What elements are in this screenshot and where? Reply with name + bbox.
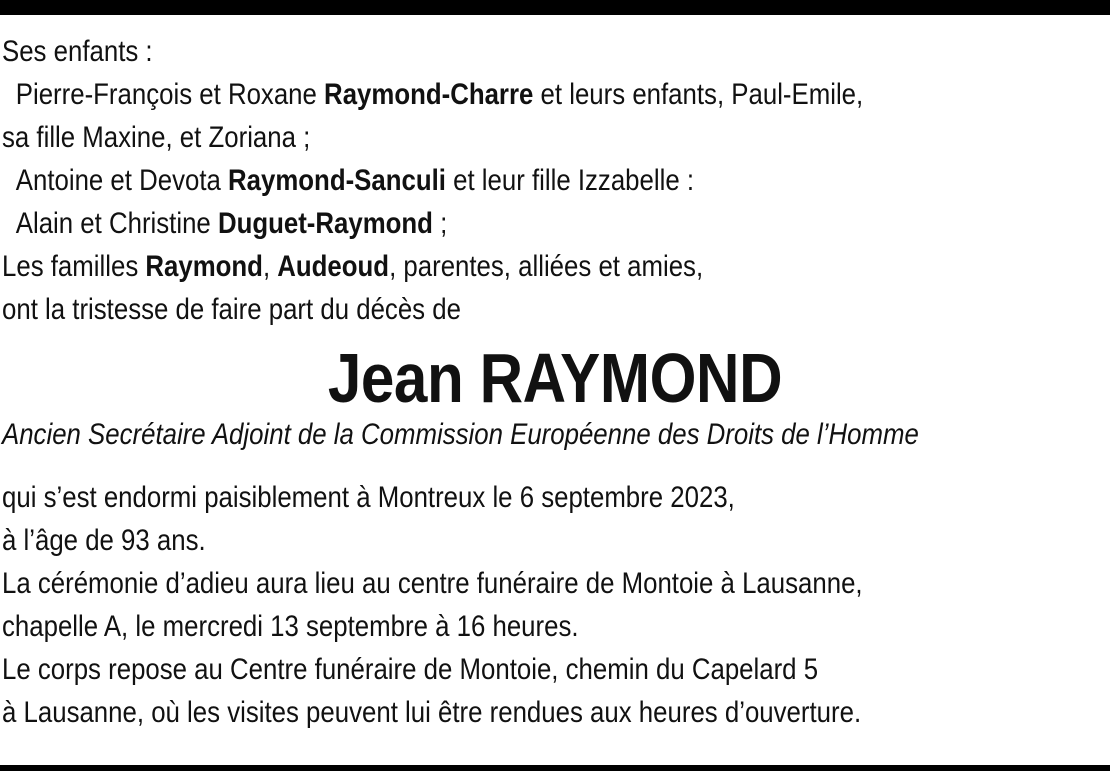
family-3-surname: Duguet-Raymond bbox=[217, 207, 433, 240]
detail-line: Le corps repose au Centre funéraire de Montoie, chemin du Capelard 5 bbox=[2, 653, 819, 686]
details-block bbox=[2, 476, 1108, 734]
family-1-children: et leurs enfants, Paul-Emile, bbox=[533, 78, 864, 111]
families-prefix: Les familles bbox=[2, 250, 146, 283]
family-1-names: Pierre-François et Roxane bbox=[15, 78, 325, 111]
families-line bbox=[2, 245, 1108, 288]
family-line-3 bbox=[2, 202, 1108, 245]
families-surname-2: Audeoud bbox=[277, 250, 390, 283]
detail-line: à l’âge de 93 ans. bbox=[2, 524, 206, 557]
intro-line: Ses enfants : bbox=[2, 35, 153, 68]
families-surname-1: Raymond bbox=[145, 250, 263, 283]
family-2-children: et leur fille Izzabelle : bbox=[445, 164, 695, 197]
announcement-line: ont la tristesse de faire part du décès de bbox=[2, 293, 461, 326]
detail-line: à Lausanne, où les visites peuvent lui être rendues aux heures d’ouverture. bbox=[2, 696, 862, 729]
detail-line: qui s’est endormi paisiblement à Montreux le 6 septembre 2023, bbox=[2, 481, 735, 514]
top-border-rule bbox=[0, 0, 1110, 15]
family-2-surname: Raymond-Sanculi bbox=[228, 164, 446, 197]
detail-line: chapelle A, le mercredi 13 septembre à 16 heures. bbox=[2, 610, 579, 643]
detail-line: La cérémonie d’adieu aura lieu au centre funéraire de Montoie à Lausanne, bbox=[2, 567, 863, 600]
death-notice bbox=[2, 30, 1108, 734]
family-2-names: Antoine et Devota bbox=[15, 164, 229, 197]
families-suffix: , parentes, alliées et amies, bbox=[389, 250, 704, 283]
family-line-2 bbox=[2, 159, 1108, 202]
family-1-surname: Raymond-Charre bbox=[324, 78, 534, 111]
deceased-title: Ancien Secrétaire Adjoint de la Commission Européenne des Droits de l’Homme bbox=[2, 418, 919, 451]
families-separator: , bbox=[262, 250, 278, 283]
family-line-1-continued: sa fille Maxine, et Zoriana ; bbox=[2, 121, 311, 154]
family-line-1 bbox=[2, 73, 1108, 116]
family-3-names: Alain et Christine bbox=[15, 207, 218, 240]
bottom-border-rule bbox=[0, 765, 1110, 771]
deceased-name: Jean RAYMOND bbox=[327, 339, 783, 417]
family-3-end: ; bbox=[432, 207, 448, 240]
